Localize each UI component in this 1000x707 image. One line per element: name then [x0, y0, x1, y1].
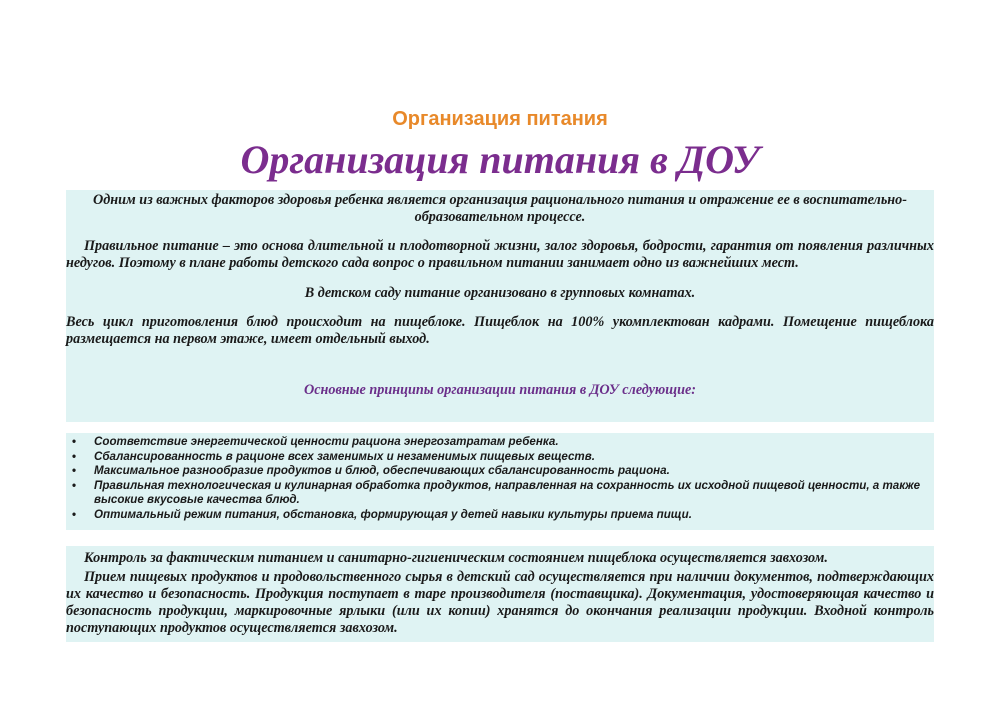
control-block — [66, 546, 934, 642]
bullet-icon: • — [72, 478, 77, 492]
principles-heading: Основные принципы организации питания в ДОУ следующие: — [303, 382, 697, 398]
principles-list — [66, 435, 934, 523]
page-subtitle: Организация питания — [392, 108, 608, 130]
bullet-icon: • — [72, 435, 77, 448]
intro-block — [66, 190, 934, 422]
bullet-icon: • — [72, 507, 77, 521]
control-paragraph-1: Контроль за фактическим питанием и санитарно-гигиеническим состоянием пищеблока осуществляется завхозом. — [84, 550, 828, 566]
bullet-icon: • — [72, 464, 77, 478]
control-paragraph-2: Прием пищевых продуктов и продовольственного сырья в детский сад осуществляется при наличии документов, подтверждающих их качество и безопасность. Продукция поступает в таре производителя (поставщика). Документация, удостоверяющая качество и безопасность продукции, маркировочные ярлыки (или их копии) хранятся до окончания реализации продукции. Входной контроль поступающих продуктов осуществляется завхозом. — [66, 569, 934, 636]
intro-paragraph-2: Правильное питание – это основа длительной и плодотворной жизни, залог здоровья, бодрости, гарантия от появления различных недугов. Поэтому в плане работы детского сада вопрос о правильном питании занимает одно из важнейших мест. — [66, 238, 934, 271]
page-title: Организация питания в ДОУ — [240, 137, 760, 182]
list-item: • Правильная технологическая и кулинарная обработка продуктов, направленная на сохранность их исходной пищевой ценности, а также высокие вкусовые качества блюд. — [72, 478, 921, 507]
list-item: • Оптимальный режим питания, обстановка, формирующая у детей навыки культуры приема пищи. — [72, 507, 692, 521]
intro-paragraph-3: В детском саду питание организовано в групповых комнатах. — [304, 285, 696, 301]
intro-paragraph-4: Весь цикл приготовления блюд происходит на пищеблоке. Пищеблок на 100% укомплектован кадрами. Помещение пищеблока размещается на первом этаже, имеет отдельный выход. — [66, 314, 934, 347]
list-item: • Соответствие энергетической ценности рациона энергозатратам ребенка. — [72, 435, 559, 448]
list-item: • Сбалансированность в рационе всех заменимых и незаменимых пищевых веществ. — [72, 449, 595, 463]
list-item: • Максимальное разнообразие продуктов и блюд, обеспечивающих сбалансированность рациона. — [72, 464, 670, 478]
intro-paragraph-1: Одним из важных факторов здоровья ребенка является организация рационального питания и отражение ее в воспитательно-образовательном процессе. — [92, 192, 908, 225]
principles-block — [66, 433, 934, 530]
bullet-icon: • — [72, 449, 77, 463]
